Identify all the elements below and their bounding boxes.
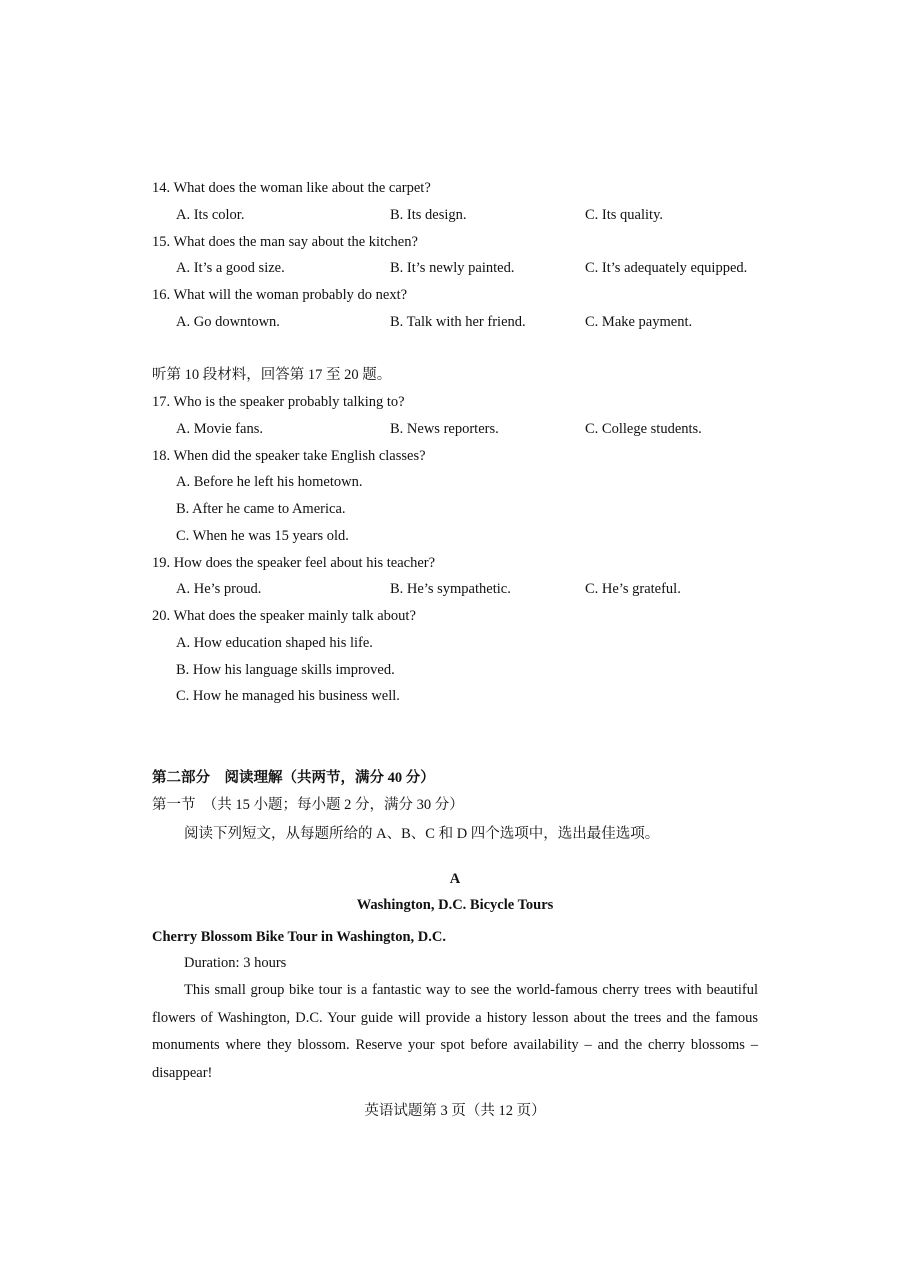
q19-option-c: C. He’s grateful. <box>585 581 681 597</box>
reading-instruction: 阅读下列短文，从每题所给的 A、B、C 和 D 四个选项中，选出最佳选项。 <box>184 826 660 842</box>
q14-option-a: A. Its color. <box>176 207 245 223</box>
question-15: 15. What does the man say about the kitchen? <box>152 234 418 250</box>
q14-option-c: C. Its quality. <box>585 207 664 223</box>
q16-option-a: A. Go downtown. <box>176 314 280 330</box>
q15-option-b: B. It’s newly painted. <box>390 260 515 276</box>
page-footer: 英语试题第 3 页（共 12 页） <box>364 1103 546 1119</box>
q18-option-b: B. After he came to America. <box>176 501 346 517</box>
question-14: 14. What does the woman like about the carpet? <box>152 180 431 196</box>
q20-option-b: B. How his language skills improved. <box>176 662 395 678</box>
tour-duration: Duration: 3 hours <box>184 955 287 971</box>
q16-option-c: C. Make payment. <box>585 314 693 330</box>
question-18: 18. When did the speaker take English classes? <box>152 448 426 464</box>
q14-option-b: B. Its design. <box>390 207 467 223</box>
question-19: 19. How does the speaker feel about his teacher? <box>152 555 436 571</box>
q16-option-b: B. Talk with her friend. <box>390 314 526 330</box>
q19-option-a: A. He’s proud. <box>176 581 262 597</box>
passage-letter: A <box>449 871 461 887</box>
question-17: 17. Who is the speaker probably talking to? <box>152 394 405 410</box>
part-2-title: 第二部分 阅读理解（共两节，满分 40 分） <box>152 770 435 786</box>
q20-option-c: C. How he managed his business well. <box>176 688 400 704</box>
tour-name: Cherry Blossom Bike Tour in Washington, D.C. <box>152 929 446 945</box>
q18-option-a: A. Before he left his hometown. <box>176 474 363 490</box>
tour-description: This small group bike tour is a fantastic way to see the world-famous cherry trees with beautiful flowers of Washington, D.C. Your guide will provide a history lesson about the trees and the famous monuments where they blossom. Reserve your spot before availability – and the cherry blossoms – disappear! <box>152 982 758 1082</box>
q19-option-b: B. He’s sympathetic. <box>390 581 511 597</box>
question-16: 16. What will the woman probably do next? <box>152 287 408 303</box>
q17-option-b: B. News reporters. <box>390 421 499 437</box>
q17-option-c: C. College students. <box>585 421 702 437</box>
section-1-heading: 第一节 （共 15 小题；每小题 2 分，满分 30 分） <box>152 797 464 813</box>
q15-option-a: A. It’s a good size. <box>176 260 285 276</box>
q17-option-a: A. Movie fans. <box>176 421 263 437</box>
q15-option-c: C. It’s adequately equipped. <box>585 260 748 276</box>
question-20: 20. What does the speaker mainly talk about? <box>152 608 416 624</box>
q20-option-a: A. How education shaped his life. <box>176 635 373 651</box>
q18-option-c: C. When he was 15 years old. <box>176 528 349 544</box>
section-10-heading: 听第 10 段材料，回答第 17 至 20 题。 <box>152 367 392 383</box>
passage-title: Washington, D.C. Bicycle Tours <box>356 897 554 913</box>
